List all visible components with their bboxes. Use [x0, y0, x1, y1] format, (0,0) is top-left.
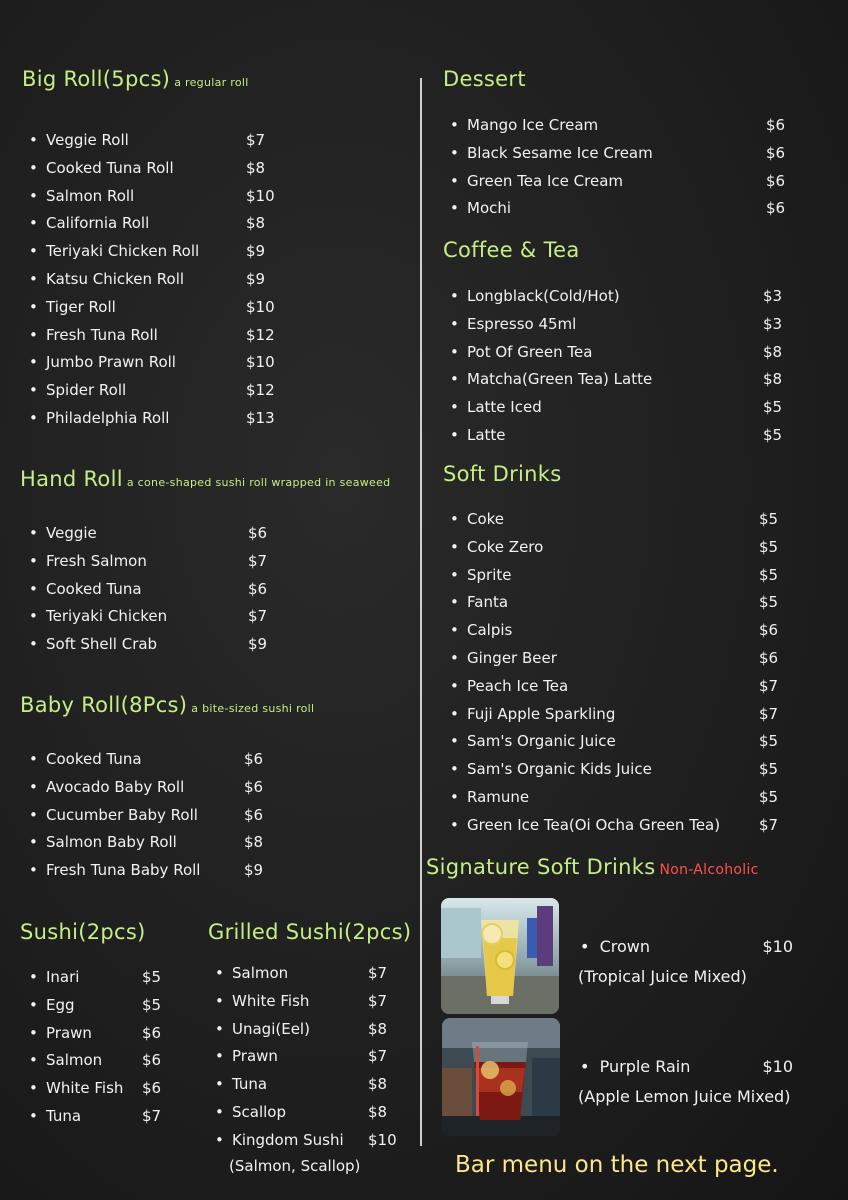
menu-item-price: $5 — [759, 510, 779, 528]
menu-item — [46, 377, 306, 405]
menu-item-price: $7 — [368, 991, 388, 1010]
menu-item-name: Green Tea Ice Cream — [467, 171, 624, 190]
menu-item-price: $8 — [244, 833, 264, 852]
menu-item-name: Coke — [467, 510, 505, 528]
menu-item-price: $9 — [246, 269, 266, 288]
menu-item — [46, 294, 306, 322]
menu-item — [46, 349, 306, 377]
menu-item-price: $6 — [244, 777, 264, 796]
menu-item-name: Sam's Organic Kids Juice — [467, 760, 652, 779]
menu-item — [46, 992, 196, 1020]
menu-item — [467, 673, 797, 701]
menu-item-name: Salmon Baby Roll — [46, 833, 177, 852]
menu-item-name: Tuna — [232, 1075, 268, 1094]
menu-item — [467, 562, 797, 590]
menu-item-price: $5 — [763, 398, 783, 417]
crown-price: $10 — [762, 937, 793, 956]
menu-item-name: Ginger Beer — [467, 648, 557, 667]
signature-subtitle: Non-Alcoholic — [659, 862, 759, 878]
menu-item-name: Salmon — [232, 964, 289, 982]
menu-item — [46, 603, 306, 631]
menu-item-name: Sam's Organic Juice — [467, 732, 616, 751]
menu-item — [46, 964, 196, 992]
sushi-heading — [20, 920, 146, 944]
menu-item-price: $7 — [368, 964, 388, 982]
hand-roll-list — [46, 520, 306, 659]
menu-item-name: Philadelphia Roll — [46, 408, 170, 427]
menu-item-name: Espresso 45ml — [467, 314, 577, 333]
menu-item-name: Cucumber Baby Roll — [46, 805, 198, 824]
menu-item — [232, 960, 412, 988]
big-roll-list — [46, 127, 306, 433]
menu-item-price: $8 — [246, 158, 266, 177]
menu-item-name: Scallop — [232, 1102, 286, 1121]
menu-item-price: $9 — [244, 861, 264, 880]
menu-item-price: $12 — [246, 325, 275, 344]
purple-rain-description: (Apple Lemon Juice Mixed) — [578, 1087, 791, 1106]
crown-bullet: • — [580, 937, 600, 956]
menu-item-price: $9 — [248, 635, 268, 654]
menu-item-price: $8 — [763, 342, 783, 361]
menu-item — [46, 520, 306, 548]
menu-item — [467, 195, 797, 223]
hand-roll-heading — [20, 467, 390, 491]
menu-item-price: $7 — [368, 1047, 388, 1066]
menu-item-price: $5 — [759, 732, 779, 751]
menu-item-price: $7 — [759, 704, 779, 723]
menu-item-name: Matcha(Green Tea) Latte — [467, 370, 653, 389]
menu-item-name: White Fish — [232, 991, 310, 1010]
menu-item — [467, 311, 797, 339]
menu-item — [46, 1047, 196, 1075]
menu-item-price: $7 — [759, 815, 779, 834]
menu-item — [46, 829, 306, 857]
menu-item — [467, 701, 797, 729]
menu-item-price: $5 — [759, 787, 779, 806]
coffee-tea-title: Coffee & Tea — [443, 238, 580, 262]
menu-item-name: Fresh Tuna Roll — [46, 325, 158, 344]
menu-item-name: Veggie — [46, 524, 97, 542]
dessert-title: Dessert — [443, 67, 526, 91]
purple-rain-price: $10 — [762, 1057, 793, 1076]
hand-roll-title: Hand Roll — [20, 467, 123, 491]
menu-item-price: $7 — [759, 676, 779, 695]
menu-item — [467, 812, 797, 840]
crown-description: (Tropical Juice Mixed) — [578, 967, 747, 986]
big-roll-subtitle: a regular roll — [174, 76, 249, 89]
menu-item-name: Kingdom Sushi — [232, 1130, 344, 1149]
menu-item — [232, 1071, 412, 1099]
menu-item-name: California Roll — [46, 214, 150, 233]
menu-item — [467, 506, 797, 534]
menu-item — [467, 339, 797, 367]
menu-item — [232, 988, 412, 1016]
menu-item — [467, 784, 797, 812]
menu-item — [46, 857, 306, 885]
signature-title: Signature Soft Drinks — [426, 855, 656, 879]
grilled-sushi-list — [232, 960, 412, 1155]
menu-item — [232, 1043, 412, 1071]
menu-item — [46, 1020, 196, 1048]
menu-item-price: $6 — [759, 621, 779, 640]
menu-item — [467, 617, 797, 645]
grilled-sushi-title: Grilled Sushi(2pcs) — [208, 920, 412, 944]
menu-item-name: Cooked Tuna — [46, 579, 142, 598]
menu-item — [467, 112, 797, 140]
menu-item-name: Tuna — [46, 1106, 82, 1125]
menu-item-price: $7 — [248, 551, 268, 570]
menu-item-name: Ramune — [467, 787, 530, 806]
menu-item-name: Mango Ice Cream — [467, 116, 599, 134]
menu-item — [46, 774, 306, 802]
menu-item-price: $10 — [368, 1130, 397, 1149]
menu-item-price: $6 — [248, 579, 268, 598]
menu-item — [46, 802, 306, 830]
menu-item-name: Prawn — [232, 1047, 278, 1066]
menu-item-name: Avocado Baby Roll — [46, 777, 185, 796]
soft-drinks-list — [467, 506, 797, 840]
baby-roll-heading — [20, 693, 314, 717]
menu-item-price: $5 — [759, 593, 779, 612]
menu-item — [46, 1075, 196, 1103]
menu-item-name: Latte — [467, 425, 506, 444]
crown-name: Crown — [599, 937, 651, 956]
menu-item — [467, 422, 797, 450]
menu-item-name: Longblack(Cold/Hot) — [467, 287, 620, 305]
menu-item — [46, 127, 306, 155]
dessert-list — [467, 112, 797, 223]
menu-item-price: $6 — [766, 143, 786, 162]
menu-item — [467, 168, 797, 196]
sushi-title: Sushi(2pcs) — [20, 920, 146, 944]
crown-drink-photo — [441, 898, 559, 1014]
menu-item — [232, 1016, 412, 1044]
menu-item-name: Soft Shell Crab — [46, 635, 158, 654]
big-roll-title: Big Roll(5pcs) — [22, 67, 171, 91]
menu-item-price: $10 — [246, 297, 275, 316]
menu-item-price: $3 — [763, 287, 783, 305]
menu-item-price: $7 — [142, 1106, 162, 1125]
menu-item-price: $5 — [763, 425, 783, 444]
menu-item-price: $5 — [759, 537, 779, 556]
purple-rain-item — [580, 1057, 795, 1076]
menu-item-price: $8 — [246, 214, 266, 233]
purple-rain-bullet: • — [580, 1057, 600, 1076]
menu-item-name: Black Sesame Ice Cream — [467, 143, 653, 162]
soft-drinks-title: Soft Drinks — [443, 462, 562, 486]
menu-item-name: Prawn — [46, 1023, 92, 1042]
menu-item — [46, 155, 306, 183]
menu-item-price: $5 — [759, 760, 779, 779]
menu-item-price: $7 — [248, 607, 268, 626]
menu-item-name: Latte Iced — [467, 398, 542, 417]
purple-rain-drink-photo — [442, 1018, 560, 1136]
menu-item — [46, 1103, 196, 1131]
menu-item-name: Salmon — [46, 1051, 103, 1070]
menu-item — [467, 394, 797, 422]
menu-item — [232, 1099, 412, 1127]
menu-item-name: Katsu Chicken Roll — [46, 269, 185, 288]
coffee-tea-list — [467, 283, 797, 450]
menu-item-price: $5 — [142, 968, 162, 986]
menu-item — [46, 576, 306, 604]
hand-roll-subtitle: a cone-shaped sushi roll wrapped in seaweed — [126, 476, 391, 489]
menu-item-name: White Fish — [46, 1079, 124, 1098]
coffee-tea-heading — [443, 238, 580, 262]
menu-item-price: $6 — [759, 648, 779, 667]
big-roll-heading — [22, 67, 249, 91]
footer-note: Bar menu on the next page. — [455, 1152, 779, 1178]
menu-item-price: $6 — [244, 805, 264, 824]
menu-item-name: Teriyaki Chicken — [46, 607, 168, 626]
menu-item — [467, 589, 797, 617]
menu-item-name: Green Ice Tea(Oi Ocha Green Tea) — [467, 815, 721, 834]
menu-item-price: $6 — [142, 1023, 162, 1042]
menu-item-price: $10 — [246, 353, 275, 372]
menu-item-name: Mochi — [467, 199, 512, 218]
menu-item-name: Fanta — [467, 593, 509, 612]
menu-item-name: Egg — [46, 995, 75, 1014]
sushi-list — [46, 964, 196, 1131]
menu-item — [46, 548, 306, 576]
menu-item-name: Salmon Roll — [46, 186, 135, 205]
menu-item-price: $6 — [766, 199, 786, 218]
menu-item — [46, 322, 306, 350]
menu-item — [467, 534, 797, 562]
menu-item-name: Inari — [46, 968, 80, 986]
grilled-sushi-heading — [208, 920, 411, 944]
signature-heading — [426, 855, 759, 879]
menu-item-name: Calpis — [467, 621, 513, 640]
menu-item-price: $8 — [368, 1102, 388, 1121]
menu-item — [232, 1127, 412, 1155]
menu-item — [467, 140, 797, 168]
menu-item-name: Pot Of Green Tea — [467, 342, 593, 361]
menu-item-name: Sprite — [467, 565, 512, 584]
menu-item-name: Jumbo Prawn Roll — [46, 353, 176, 372]
baby-roll-title: Baby Roll(8Pcs) — [20, 693, 188, 717]
menu-item-name: Cooked Tuna — [46, 750, 142, 768]
menu-item — [46, 266, 306, 294]
menu-item-price: $8 — [368, 1019, 388, 1038]
soft-drinks-heading — [443, 462, 561, 486]
menu-item — [46, 405, 306, 433]
menu-item — [46, 238, 306, 266]
menu-item-price: $3 — [763, 314, 783, 333]
menu-item-price: $6 — [766, 116, 786, 134]
menu-item-price: $6 — [244, 750, 264, 768]
baby-roll-subtitle: a bite-sized sushi roll — [191, 702, 315, 715]
column-divider — [420, 78, 422, 1146]
menu-item-price: $6 — [142, 1079, 162, 1098]
menu-item-name: Tiger Roll — [46, 297, 116, 316]
menu-item-price: $8 — [763, 370, 783, 389]
menu-item-price: $6 — [142, 1051, 162, 1070]
crown-item — [580, 937, 795, 956]
dessert-heading — [443, 67, 526, 91]
menu-item — [467, 728, 797, 756]
menu-item-price: $7 — [246, 131, 266, 149]
menu-item-price: $6 — [766, 171, 786, 190]
menu-item-name: Cooked Tuna Roll — [46, 158, 174, 177]
menu-item — [46, 210, 306, 238]
menu-item-name: Fresh Salmon — [46, 551, 147, 570]
kingdom-sushi-note: (Salmon, Scallop) — [229, 1157, 361, 1175]
menu-item-name: Coke Zero — [467, 537, 544, 556]
menu-item-price: $5 — [142, 995, 162, 1014]
menu-item — [467, 645, 797, 673]
purple-rain-name: Purple Rain — [599, 1057, 691, 1076]
menu-item — [467, 756, 797, 784]
menu-item-price: $10 — [246, 186, 275, 205]
menu-item-name: Spider Roll — [46, 381, 127, 400]
menu-item-name: Veggie Roll — [46, 131, 129, 149]
menu-item-price: $12 — [246, 381, 275, 400]
menu-item-name: Peach Ice Tea — [467, 676, 569, 695]
menu-item-price: $8 — [368, 1075, 388, 1094]
menu-item-name: Unagi(Eel) — [232, 1019, 310, 1038]
menu-item-price: $9 — [246, 242, 266, 261]
baby-roll-list — [46, 746, 306, 885]
menu-item-name: Teriyaki Chicken Roll — [46, 242, 200, 261]
menu-item-name: Fresh Tuna Baby Roll — [46, 861, 201, 880]
menu-item — [467, 283, 797, 311]
menu-item-price: $6 — [248, 524, 268, 542]
menu-item — [46, 746, 306, 774]
menu-item — [46, 631, 306, 659]
menu-item — [46, 183, 306, 211]
menu-item — [467, 366, 797, 394]
menu-item-name: Fuji Apple Sparkling — [467, 704, 616, 723]
menu-item-price: $5 — [759, 565, 779, 584]
menu-item-price: $13 — [246, 408, 275, 427]
